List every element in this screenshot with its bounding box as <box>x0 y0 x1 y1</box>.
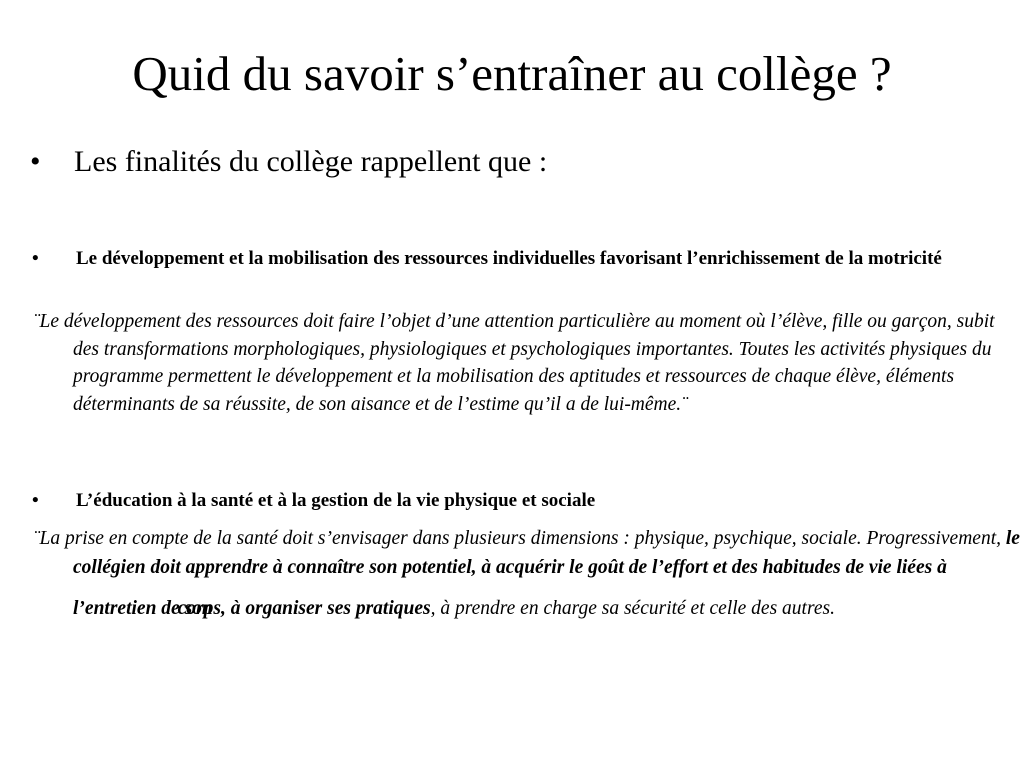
section-2-heading-item <box>32 487 956 514</box>
lead-text: Les finalités du collège rappellent que : <box>74 145 548 178</box>
slide-title: Quid du savoir s’entraîner au collège ? <box>132 46 892 101</box>
section-1-heading-item <box>32 245 956 272</box>
section-2-quote-start: ¨La prise en compte de la santé doit s’envisager dans plusieurs dimensions : physique, psychique, sociale. Progressivement, <box>33 528 1006 549</box>
section-1-heading: Le développement et la mobilisation des ressources individuelles favorisant l’enrichissement de la motricité <box>76 248 942 269</box>
section-1-quote: ¨Le développement des ressources doit faire l’objet d’une attention particulière au moment où l’élève, fille ou garçon, subit des transformations morphologiques, physiologiques et psychologiques importantes. Toutes les activités physiques du programme permettent le développement et la mobilisation des aptitudes et ressources de chaque élève, éléments déterminants de sa réussite, de son aisance et de l’estime qu’il a de lui-même.¨ <box>33 311 995 415</box>
lead-bullet-item <box>30 142 547 182</box>
bullet-icon: • <box>30 145 41 178</box>
bullet-icon: • <box>32 248 39 269</box>
bullet-icon: • <box>32 490 39 511</box>
section-2-quote <box>33 524 1024 623</box>
section-2-heading: L’éducation à la santé et à la gestion de la vie physique et sociale <box>76 490 596 511</box>
section-2-quote-end: , à prendre en charge sa sécurité et celle des autres. <box>430 598 835 619</box>
section-2-quote-emphasis-end: corps, à organiser ses pratiques <box>177 598 431 619</box>
section-2-quote-emphasis: le collégien doit apprendre à connaître son potentiel, à acquérir le goût de l’effort et des habitudes de vie liées à l’entretien de son <box>73 528 1020 619</box>
